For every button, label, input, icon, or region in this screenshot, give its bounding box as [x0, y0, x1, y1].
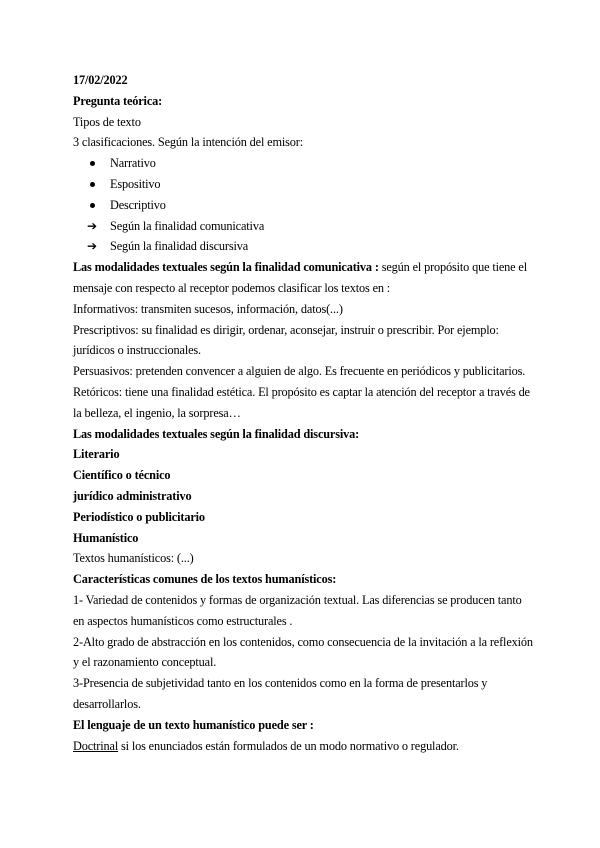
characteristics-heading: Características comunes de los textos humanísticos:: [73, 572, 337, 587]
list-item: Descriptivo: [73, 195, 533, 216]
communicative-text: según el propósito que tiene el mensaje con respecto al receptor podemos clasificar los textos en :: [73, 260, 527, 295]
bullet-icon: [90, 182, 95, 187]
list-item: ➔ Según la finalidad comunicativa: [73, 216, 533, 237]
topic-line: Tipos de texto: [73, 114, 141, 129]
bullet-icon: [90, 161, 95, 166]
type-bullet-list: [73, 153, 533, 215]
theory-heading: Pregunta teórica:: [73, 93, 163, 108]
list-item: Narrativo: [73, 153, 533, 174]
humanisticos-line: Textos humanísticos: (...): [73, 551, 194, 566]
doctrinal-line: [73, 736, 533, 757]
communicative-paragraph: [73, 257, 533, 299]
discursive-item: Periodístico o publicitario: [73, 509, 205, 524]
retoricos-line: Retóricos: tiene una finalidad estética. El propósito es captar la atención del receptor a través de la belleza, el ingenio, la sorpresa…: [73, 384, 530, 420]
characteristic-item: 3-Presencia de subjetividad tanto en los contenidos como en la forma de presentarlos y desarrollarlos.: [73, 676, 488, 711]
discursive-heading: Las modalidades textuales según la finalidad discursiva:: [73, 426, 360, 441]
language-heading: El lenguaje de un texto humanístico puede ser :: [73, 717, 314, 732]
discursive-item: Literario: [73, 447, 120, 462]
discursive-item: Científico o técnico: [73, 468, 171, 483]
intro-line: 3 clasificaciones. Según la intención del emisor:: [73, 135, 303, 150]
discursive-item: Humanístico: [73, 530, 139, 545]
list-item: Espositivo: [73, 174, 533, 195]
characteristic-item: 2-Alto grado de abstracción en los contenidos, como consecuencia de la invitación a la reflexión y el razonamiento conceptual.: [73, 634, 533, 670]
communicative-heading: Las modalidades textuales según la finalidad comunicativa :: [73, 260, 379, 275]
list-item: ➔ Según la finalidad discursiva: [73, 236, 533, 257]
informativos-line: Informativos: transmiten sucesos, información, datos(...): [73, 301, 343, 316]
arrow-right-icon: ➔: [87, 239, 97, 254]
document-page: [73, 70, 533, 756]
arrow-list: [73, 216, 533, 258]
prescriptivos-line: Prescriptivos: su finalidad es dirigir, ordenar, aconsejar, instruir o prescribir. Por ejemplo: jurídicos o instruccionales.: [73, 322, 499, 358]
date-line: 17/02/2022: [73, 73, 128, 87]
arrow-right-icon: ➔: [87, 218, 97, 233]
doctrinal-label: Doctrinal: [73, 738, 119, 753]
persuasivos-line: Persuasivos: pretenden convencer a alguien de algo. Es frecuente en periódicos y publicitarios.: [73, 364, 526, 379]
bullet-icon: [90, 203, 95, 208]
characteristic-item: 1- Variedad de contenidos y formas de organización textual. Las diferencias se producen tanto en aspectos humanísticos como estructurales .: [73, 592, 522, 628]
doctrinal-text: si los enunciados están formulados de un modo normativo o regulador.: [118, 738, 459, 753]
discursive-item: jurídico administrativo: [73, 488, 192, 503]
